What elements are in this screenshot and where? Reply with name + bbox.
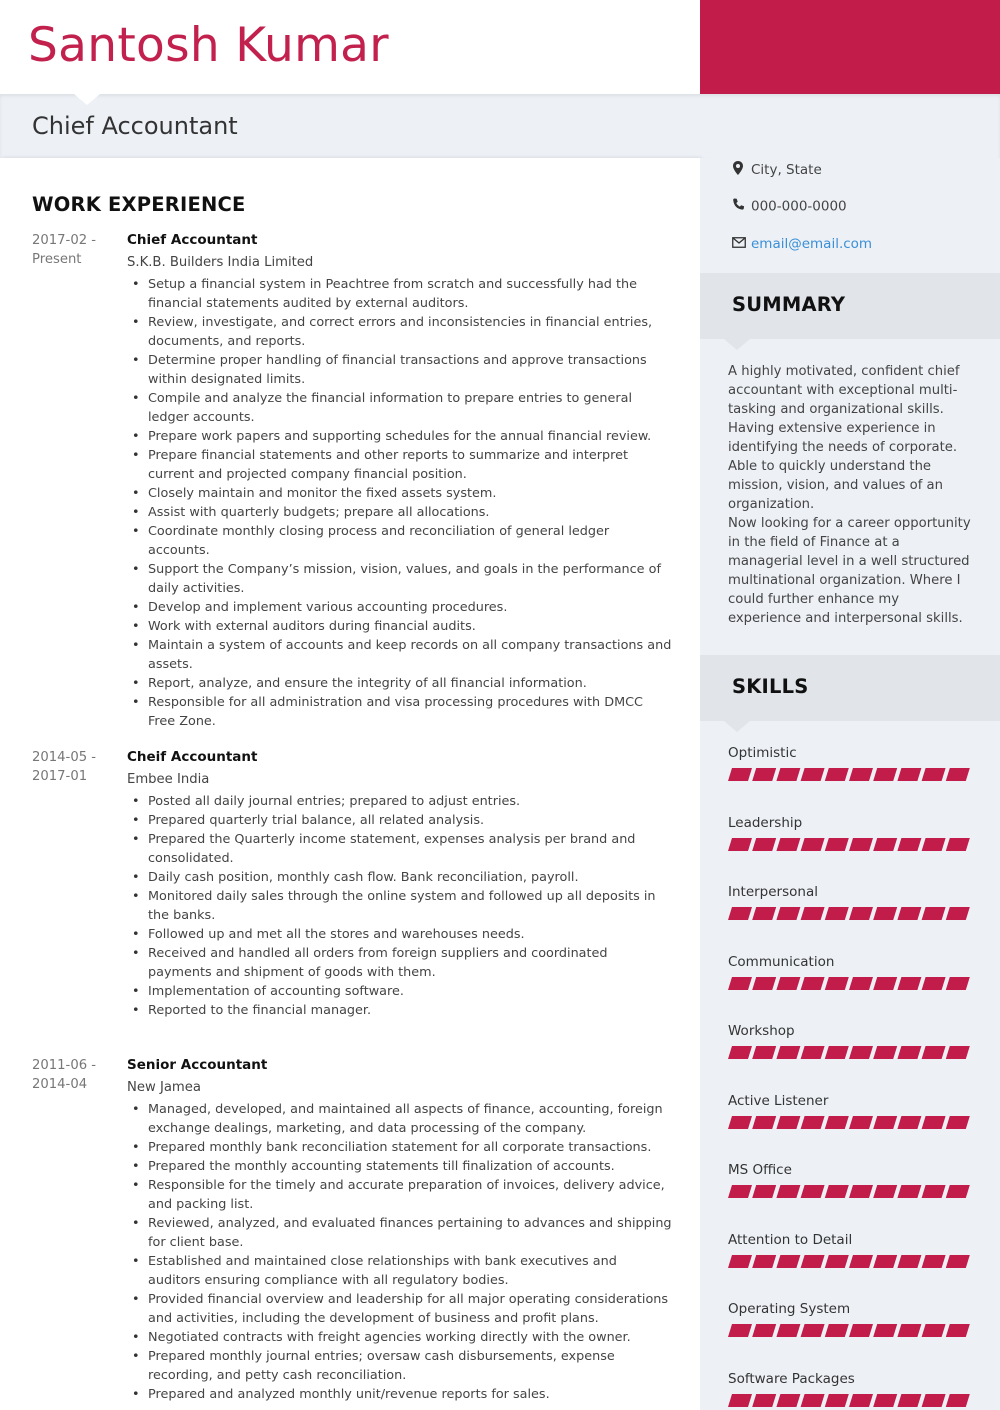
- skill-rating-segment: [728, 907, 752, 920]
- duty-item: • Implementation of accounting software.: [127, 982, 672, 1001]
- skill-rating-segment: [873, 838, 897, 851]
- skill-item: [728, 744, 973, 763]
- duty-item: • Maintain a system of accounts and keep records on all company transactions and assets.: [127, 636, 672, 674]
- skill-rating-segment: [752, 1046, 776, 1059]
- skill-item: [728, 1092, 973, 1111]
- skill-rating-segment: [873, 1185, 897, 1198]
- skill-rating-segment: [728, 1394, 752, 1407]
- duty-item: • Daily cash position, monthly cash flow. Bank reconciliation, payroll.: [127, 868, 672, 887]
- skill-rating-segment: [849, 1185, 873, 1198]
- duty-item: • Prepared monthly journal entries; oversaw cash disbursements, expense recording, and petty cash reconciliation.: [127, 1347, 672, 1385]
- skill-rating-segment: [897, 907, 921, 920]
- skill-item: [728, 1022, 973, 1041]
- skill-rating-bar: [728, 1324, 970, 1337]
- skill-rating-segment: [825, 1116, 849, 1129]
- candidate-name: Santosh Kumar: [28, 18, 389, 73]
- duty-list: [127, 792, 672, 1020]
- map-pin-icon: [732, 161, 746, 179]
- skill-rating-segment: [897, 1394, 921, 1407]
- skill-rating-segment: [728, 1116, 752, 1129]
- skill-rating-segment: [752, 768, 776, 781]
- skill-rating-segment: [922, 977, 946, 990]
- duty-item: • Prepare work papers and supporting schedules for the annual financial review.: [127, 427, 672, 446]
- duty-item: • Review, investigate, and correct errors and inconsistencies in financial entries, documents, and reports.: [127, 313, 672, 351]
- skill-item: [728, 1370, 973, 1389]
- skill-rating-segment: [873, 1046, 897, 1059]
- skill-rating-segment: [946, 1046, 970, 1059]
- skill-rating-segment: [825, 977, 849, 990]
- name-banner: [0, 0, 700, 94]
- skill-rating-segment: [801, 1394, 825, 1407]
- duty-list: [127, 275, 672, 731]
- skill-rating-segment: [849, 907, 873, 920]
- duty-item: • Determine proper handling of financial transactions and approve transactions within designated limits.: [127, 351, 672, 389]
- work-experience-heading: WORK EXPERIENCE: [32, 193, 246, 216]
- skill-rating-segment: [849, 977, 873, 990]
- skill-rating-segment: [752, 977, 776, 990]
- skill-name: Leadership: [728, 814, 803, 831]
- skill-rating-segment: [728, 838, 752, 851]
- duty-item: • Closely maintain and monitor the fixed assets system.: [127, 484, 672, 503]
- duty-item: • Monitored daily sales through the online system and followed up all deposits in the banks.: [127, 887, 672, 925]
- skill-name: Optimistic: [728, 745, 797, 761]
- skill-item: [728, 1161, 973, 1180]
- duty-item: • Followed up and met all the stores and warehouses needs.: [127, 925, 672, 944]
- skill-rating-segment: [873, 768, 897, 781]
- skill-rating-segment: [752, 1116, 776, 1129]
- skill-rating-bar: [728, 1046, 970, 1059]
- skill-rating-segment: [897, 838, 921, 851]
- skill-rating-segment: [897, 768, 921, 781]
- skill-item: [728, 883, 973, 902]
- duty-item: • Reviewed, analyzed, and evaluated finances pertaining to advances and shipping for client base.: [127, 1214, 672, 1252]
- phone-icon: [732, 198, 746, 215]
- duty-item: • Support the Company’s mission, vision, values, and goals in the performance of daily activities.: [127, 560, 672, 598]
- skill-rating-segment: [922, 1255, 946, 1268]
- skill-rating-segment: [776, 768, 800, 781]
- summary-text: [728, 362, 973, 628]
- skill-rating-bar: [728, 838, 970, 851]
- skill-rating-bar: [728, 1255, 970, 1268]
- skill-rating-segment: [922, 1185, 946, 1198]
- skill-rating-segment: [825, 1255, 849, 1268]
- skill-rating-segment: [801, 768, 825, 781]
- summary-header: [700, 273, 1000, 339]
- skill-rating-segment: [922, 907, 946, 920]
- skill-name: Attention to Detail: [728, 1231, 853, 1248]
- skill-rating-segment: [825, 1185, 849, 1198]
- skill-rating-segment: [776, 1394, 800, 1407]
- skill-item: [728, 814, 973, 833]
- job-company: S.K.B. Builders India Limited: [127, 255, 314, 270]
- skill-rating-segment: [825, 1394, 849, 1407]
- skill-name: Operating System: [728, 1301, 851, 1317]
- skill-rating-segment: [776, 1185, 800, 1198]
- skill-rating-segment: [946, 768, 970, 781]
- duty-item: • Prepared the monthly accounting statements till finalization of accounts.: [127, 1157, 672, 1176]
- skill-rating-segment: [776, 1324, 800, 1337]
- skill-rating-bar: [728, 1185, 970, 1198]
- skill-rating-segment: [922, 1046, 946, 1059]
- duty-item: • Responsible for all administration and visa processing procedures with DMCC Free Zone.: [127, 693, 672, 731]
- skill-rating-segment: [946, 907, 970, 920]
- skill-rating-segment: [873, 977, 897, 990]
- skill-rating-bar: [728, 977, 970, 990]
- contact-location: [732, 161, 822, 179]
- skill-rating-segment: [752, 1255, 776, 1268]
- duty-item: • Assist with quarterly budgets; prepare all allocations.: [127, 503, 672, 522]
- skill-rating-segment: [752, 907, 776, 920]
- job-company: New Jamea: [127, 1080, 201, 1095]
- skill-rating-bar: [728, 1394, 970, 1407]
- skill-rating-segment: [728, 1046, 752, 1059]
- job-role: Cheif Accountant: [127, 749, 258, 765]
- skill-rating-bar: [728, 1116, 970, 1129]
- skills-header: [700, 655, 1000, 721]
- summary-paragraph: A highly motivated, confident chief accountant with exceptional multi-tasking and organizational skills. Having extensive experience in identifying the needs of corporate. Able to quickly understand the mission, vision, and values of an organization.: [728, 364, 960, 512]
- skill-rating-bar: [728, 768, 970, 781]
- skill-rating-segment: [776, 907, 800, 920]
- skill-rating-segment: [922, 768, 946, 781]
- skill-rating-segment: [897, 977, 921, 990]
- job-title: Chief Accountant: [32, 112, 238, 140]
- skill-rating-segment: [946, 838, 970, 851]
- skill-name: MS Office: [728, 1162, 792, 1178]
- skill-rating-segment: [801, 1185, 825, 1198]
- skill-rating-segment: [849, 768, 873, 781]
- job-company: Embee India: [127, 772, 210, 787]
- duty-item: • Prepared quarterly trial balance, all related analysis.: [127, 811, 672, 830]
- skill-rating-segment: [825, 1324, 849, 1337]
- skill-item: [728, 1300, 973, 1319]
- skill-item: [728, 1231, 973, 1250]
- duty-item: • Negotiated contracts with freight agencies working directly with the owner.: [127, 1328, 672, 1347]
- skill-rating-segment: [873, 1116, 897, 1129]
- skill-rating-segment: [946, 1116, 970, 1129]
- job-date: 2014-05 - 2017-01: [32, 750, 97, 784]
- skill-rating-segment: [728, 1324, 752, 1337]
- skill-rating-segment: [776, 1116, 800, 1129]
- skill-rating-segment: [801, 1324, 825, 1337]
- skill-rating-segment: [801, 1255, 825, 1268]
- job-role: Chief Accountant: [127, 232, 258, 248]
- skill-rating-segment: [873, 1255, 897, 1268]
- skill-name: Communication: [728, 953, 835, 970]
- accent-block: [700, 0, 1000, 94]
- skill-rating-segment: [752, 838, 776, 851]
- skill-rating-segment: [873, 907, 897, 920]
- email-link[interactable]: email@email.com: [751, 236, 873, 252]
- skill-rating-segment: [825, 907, 849, 920]
- skill-rating-segment: [752, 1185, 776, 1198]
- duty-item: • Setup a financial system in Peachtree from scratch and successfully had the financial statements audited by external auditors.: [127, 275, 672, 313]
- location-text: City, State: [751, 162, 822, 178]
- summary-paragraph: Now looking for a career opportunity in the field of Finance at a managerial level in a well structured multinational organization. Where I could further enhance my experience and interpersonal skills.: [728, 516, 971, 626]
- skill-rating-segment: [922, 1116, 946, 1129]
- skill-rating-segment: [946, 977, 970, 990]
- skill-rating-segment: [922, 1394, 946, 1407]
- job-date: 2011-06 - 2014-04: [32, 1058, 97, 1092]
- skill-rating-segment: [873, 1394, 897, 1407]
- skill-rating-segment: [897, 1255, 921, 1268]
- skill-rating-segment: [728, 1255, 752, 1268]
- job-date: 2017-02 - Present: [32, 233, 97, 267]
- skill-rating-segment: [946, 1255, 970, 1268]
- skill-rating-segment: [922, 1324, 946, 1337]
- skill-name: Workshop: [728, 1023, 795, 1039]
- duty-item: • Responsible for the timely and accurate preparation of invoices, delivery advice, and packing list.: [127, 1176, 672, 1214]
- duty-item: • Prepared and analyzed monthly unit/revenue reports for sales.: [127, 1385, 672, 1404]
- skill-name: Active Listener: [728, 1092, 829, 1109]
- skill-rating-segment: [897, 1116, 921, 1129]
- skill-rating-segment: [752, 1394, 776, 1407]
- skill-rating-segment: [801, 977, 825, 990]
- skill-rating-segment: [776, 838, 800, 851]
- duty-item: • Posted all daily journal entries; prepared to adjust entries.: [127, 792, 672, 811]
- duty-item: • Report, analyze, and ensure the integrity of all financial information.: [127, 674, 672, 693]
- skill-rating-segment: [752, 1324, 776, 1337]
- skill-rating-segment: [849, 1324, 873, 1337]
- duty-item: • Received and handled all orders from foreign suppliers and coordinated payments and shipment of goods with them.: [127, 944, 672, 982]
- skill-rating-segment: [801, 1046, 825, 1059]
- contact-email: [732, 236, 872, 252]
- skill-name: Interpersonal: [728, 884, 818, 900]
- skill-rating-segment: [922, 838, 946, 851]
- duty-item: • Work with external auditors during financial audits.: [127, 617, 672, 636]
- job-role: Senior Accountant: [127, 1057, 268, 1073]
- duty-item: • Prepared the Quarterly income statement, expenses analysis per brand and consolidated.: [127, 830, 672, 868]
- skill-rating-segment: [801, 1116, 825, 1129]
- duty-item: • Coordinate monthly closing process and reconciliation of general ledger accounts.: [127, 522, 672, 560]
- skill-rating-segment: [801, 838, 825, 851]
- duty-item: • Established and maintained close relationships with bank executives and auditors ensuring compliance with all regulatory bodies.: [127, 1252, 672, 1290]
- duty-item: • Prepare financial statements and other reports to summarize and interpret current and projected company financial position.: [127, 446, 672, 484]
- duty-item: • Develop and implement various accounting procedures.: [127, 598, 672, 617]
- duty-item: • Compile and analyze the financial information to prepare entries to general ledger accounts.: [127, 389, 672, 427]
- skill-rating-segment: [849, 838, 873, 851]
- skill-rating-segment: [849, 1255, 873, 1268]
- skill-rating-segment: [776, 977, 800, 990]
- skill-rating-segment: [825, 838, 849, 851]
- skill-name: Software Packages: [728, 1370, 855, 1387]
- phone-text: 000-000-0000: [751, 198, 847, 215]
- skills-heading: SKILLS: [732, 675, 809, 698]
- duty-item: • Prepared monthly bank reconciliation statement for all corporate transactions.: [127, 1138, 672, 1157]
- skill-rating-segment: [946, 1394, 970, 1407]
- skill-rating-segment: [801, 907, 825, 920]
- skill-rating-segment: [776, 1046, 800, 1059]
- skill-rating-segment: [849, 1116, 873, 1129]
- summary-notch: [724, 339, 750, 350]
- duty-list: [127, 1100, 672, 1404]
- contact-phone: [732, 198, 847, 215]
- skill-rating-segment: [728, 768, 752, 781]
- skill-item: [728, 953, 973, 972]
- envelope-icon: [732, 236, 746, 252]
- skill-rating-segment: [946, 1324, 970, 1337]
- skill-rating-segment: [825, 1046, 849, 1059]
- skill-rating-segment: [873, 1324, 897, 1337]
- skill-rating-segment: [728, 977, 752, 990]
- skill-rating-segment: [849, 1394, 873, 1407]
- skill-rating-segment: [776, 1255, 800, 1268]
- summary-heading: SUMMARY: [732, 293, 846, 316]
- duty-item: • Provided financial overview and leadership for all major operating considerations and activities, including the development of business and profit plans.: [127, 1290, 672, 1328]
- skill-rating-bar: [728, 907, 970, 920]
- skill-rating-segment: [897, 1046, 921, 1059]
- skill-rating-segment: [946, 1185, 970, 1198]
- title-notch: [74, 94, 100, 105]
- skill-rating-segment: [728, 1185, 752, 1198]
- skills-notch: [724, 721, 750, 732]
- skill-rating-segment: [897, 1185, 921, 1198]
- skill-rating-segment: [849, 1046, 873, 1059]
- skill-rating-segment: [825, 768, 849, 781]
- skill-rating-segment: [897, 1324, 921, 1337]
- duty-item: • Managed, developed, and maintained all aspects of finance, accounting, foreign exchange dealings, marketing, and data processing of the company.: [127, 1100, 672, 1138]
- duty-item: • Reported to the financial manager.: [127, 1001, 672, 1020]
